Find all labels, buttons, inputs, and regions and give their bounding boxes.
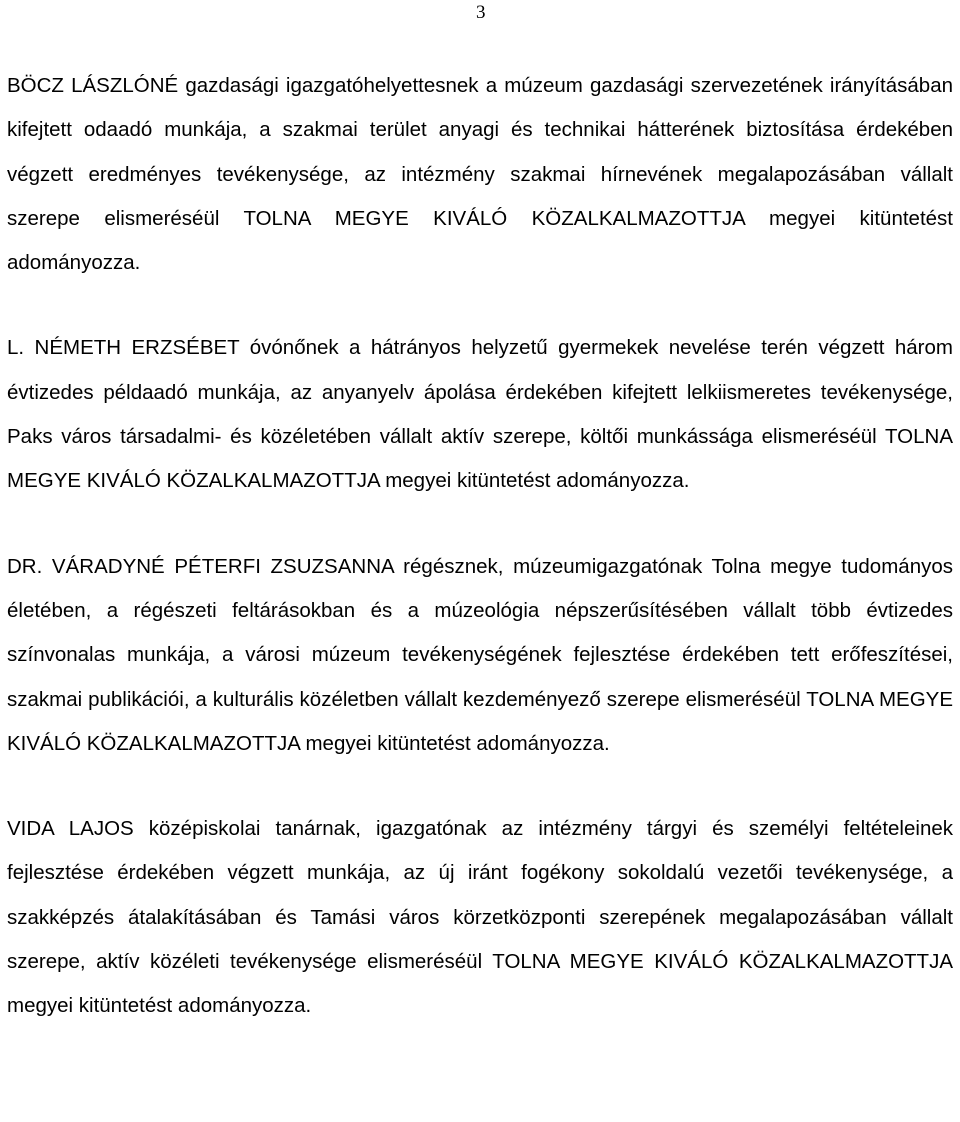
document-body (7, 64, 953, 1029)
paragraph-vida-lajos: VIDA LAJOS középiskolai tanárnak, igazgatónak az intézmény tárgyi és személyi feltételeinek fejlesztése érdekében végzett munkája, az új iránt fogékony sokoldalú vezetői tevékenysége, a szakképzés átalakításában és Tamási város körzetközponti szerepének megalapozásában vállalt szerepe, aktív közéleti tevékenysége elismeréséül TOLNA MEGYE KIVÁLÓ KÖZALKALMAZOTTJA megyei kitüntetést adományozza. (7, 817, 953, 1018)
paragraph-nemeth-erzsebet: L. NÉMETH ERZSÉBET óvónőnek a hátrányos helyzetű gyermekek nevelése terén végzett három évtizedes példaadó munkája, az anyanyelv ápolása érdekében kifejtett lelkiismeretes tevékenysége, Paks város társadalmi- és közéletében vállalt aktív szerepe, költői munkássága elismeréséül TOLNA MEGYE KIVÁLÓ KÖZALKALMAZOTTJA megyei kitüntetést adományozza. (7, 336, 953, 493)
paragraph-varadyne-peterfi-zsuzsanna: DR. VÁRADYNÉ PÉTERFI ZSUZSANNA régésznek, múzeumigazgatónak Tolna megye tudományos életében, a régészeti feltárásokban és a múzeológia népszerűsítésében vállalt több évtizedes színvonalas munkája, a városi múzeum tevékenységének fejlesztése érdekében tett erőfeszítései, szakmai publikációi, a kulturális közéletben vállalt kezdeményező szerepe elismeréséül TOLNA MEGYE KIVÁLÓ KÖZALKALMAZOTTJA megyei kitüntetést adományozza. (7, 554, 953, 755)
page-number: 3 (476, 2, 486, 23)
paragraph-bocz-laszlone: BÖCZ LÁSZLÓNÉ gazdasági igazgatóhelyettesnek a múzeum gazdasági szervezetének irányításában kifejtett odaadó munkája, a szakmai terület anyagi és technikai hátterének biztosítása érdekében végzett eredményes tevékenysége, az intézmény szakmai hírnevének megalapozásában vállalt szerepe elismeréséül TOLNA MEGYE KIVÁLÓ KÖZALKALMAZOTTJA megyei kitüntetést adományozza. (7, 74, 953, 275)
